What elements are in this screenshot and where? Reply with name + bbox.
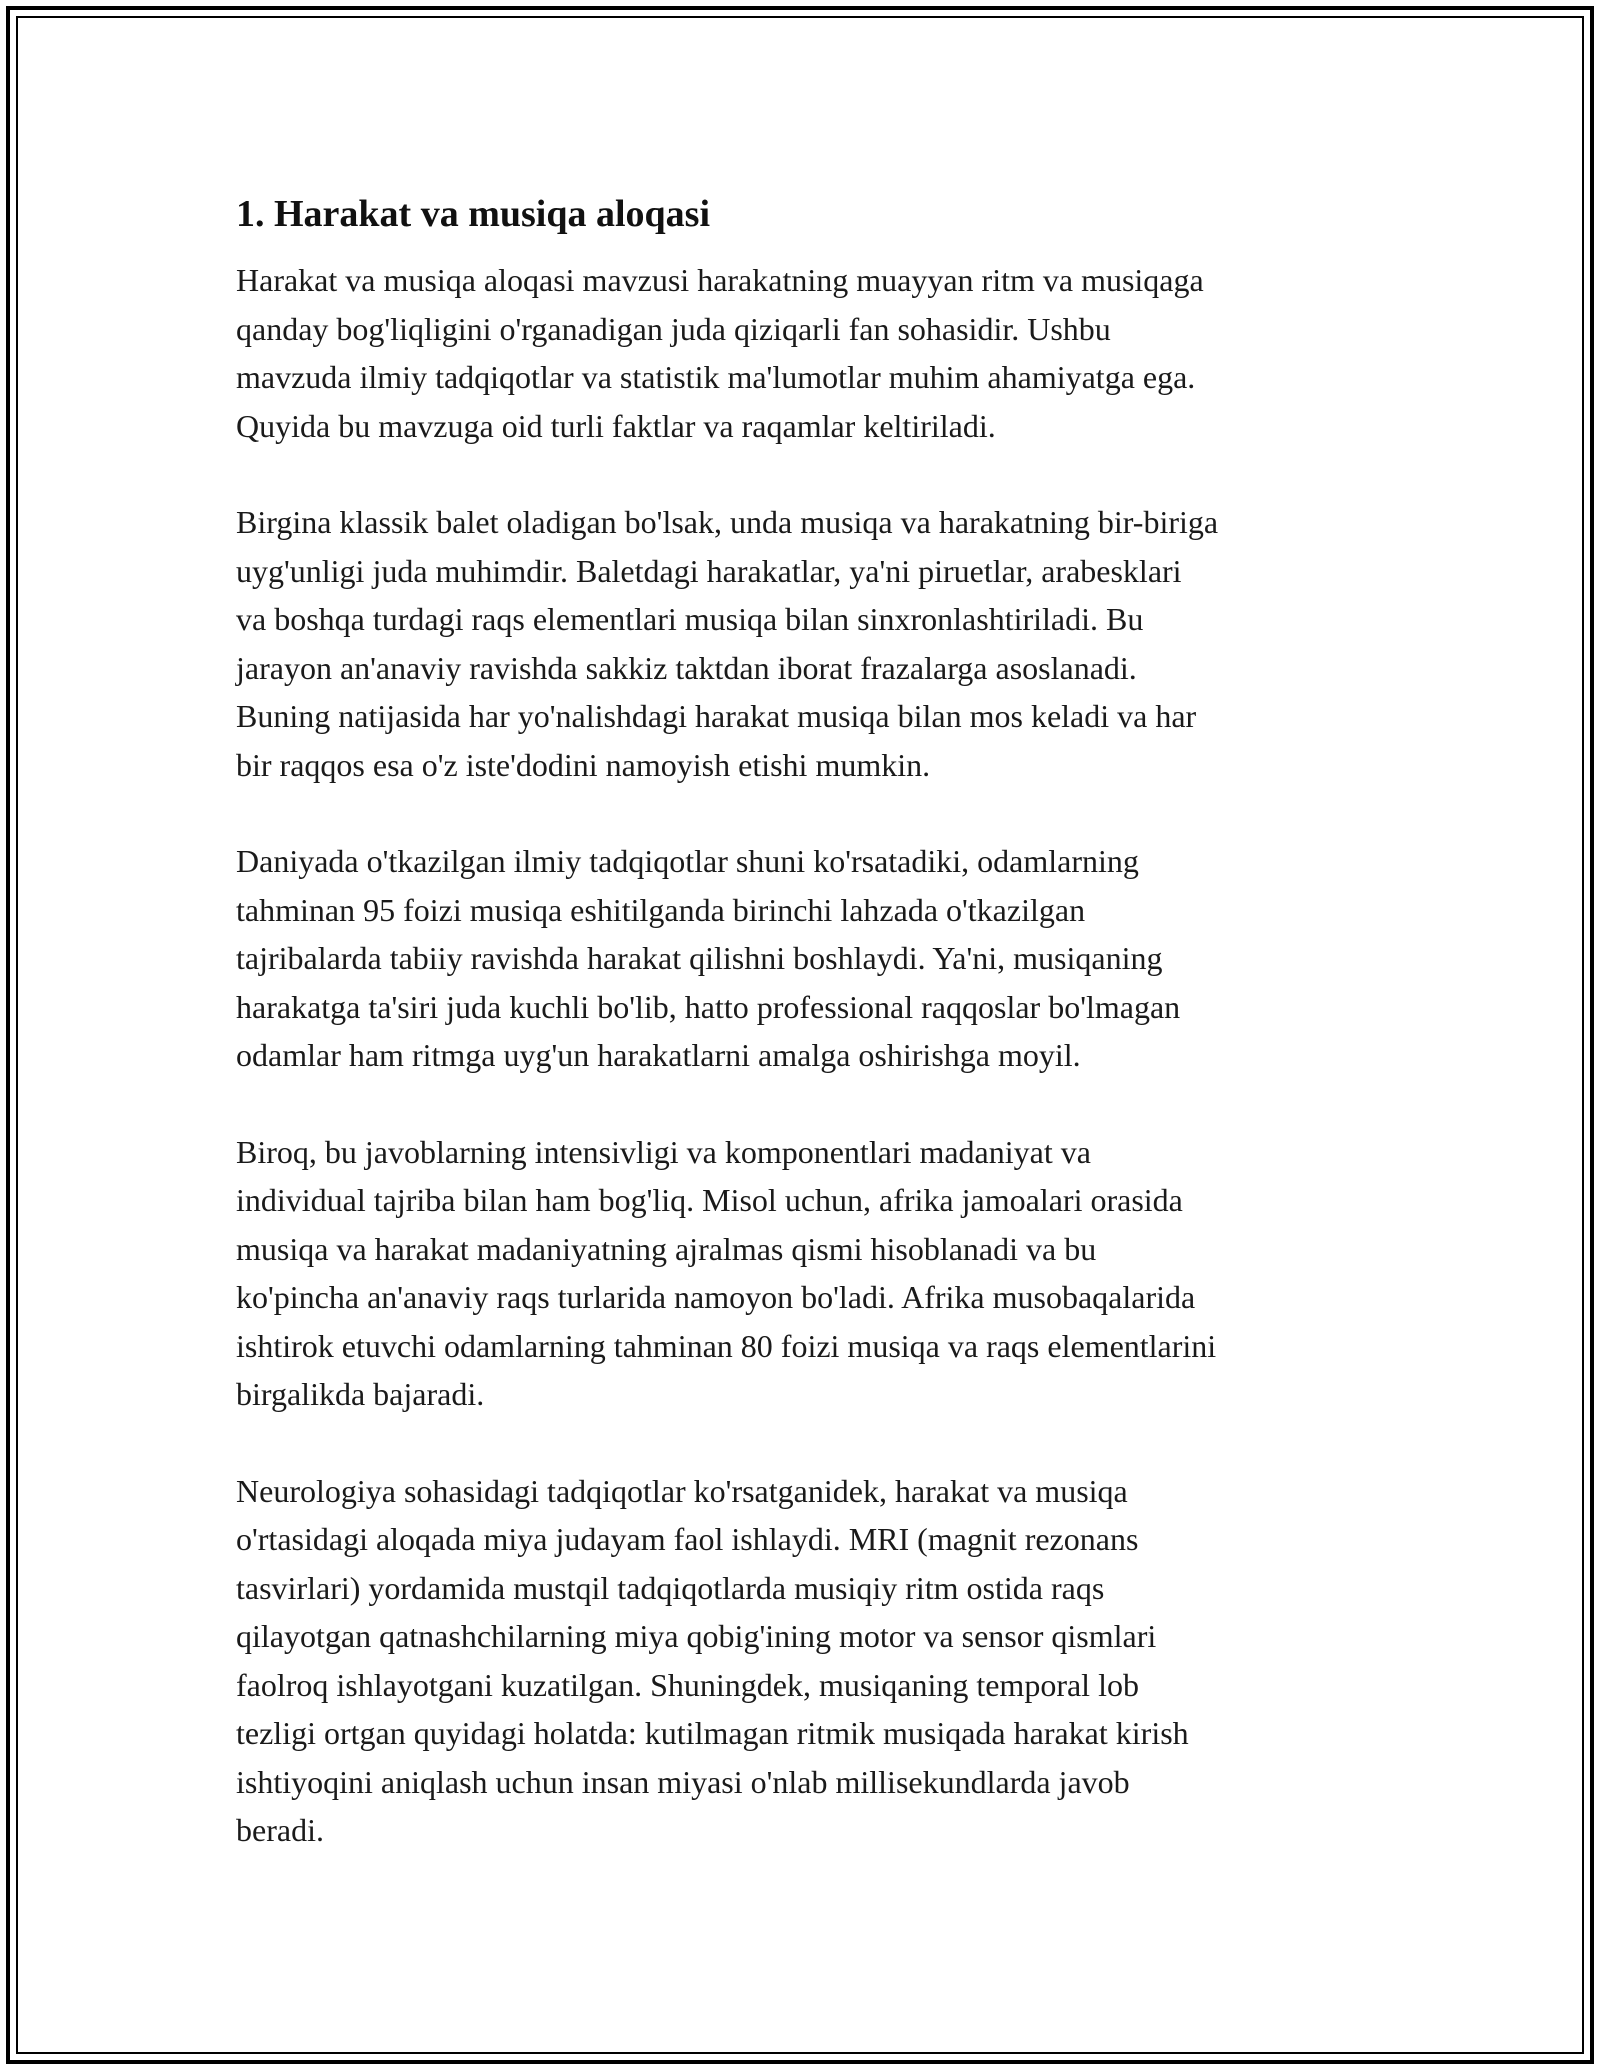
paragraph-intro: Harakat va musiqa aloqasi mavzusi harakatning muayyan ritm va musiqaga qanday bog'liqligini o'rganadigan juda qiziqarli fan sohasidir. Ushbu mavzuda ilmiy tadqiqotlar va statistik ma'lumotlar muhim ahamiyatga ega. Quyida bu mavzuga oid turli faktlar va raqamlar keltiriladi. — [236, 262, 1204, 444]
paragraph-denmark-study: Daniyada o'tkazilgan ilmiy tadqiqotlar shuni ko'rsatadiki, odamlarning tahminan 95 foizi musiqa eshitilganda birinchi lahzada o'tkazilgan tajribalarda tabiiy ravishda harakat qilishni boshlaydi. Ya'ni, musiqaning harakatga ta'siri juda kuchli bo'lib, hatto professional raqqoslar bo'lmagan odamlar ham ritmga uyg'un harakatlarni amalga oshirishga moyil. — [236, 843, 1181, 1073]
document-body — [236, 186, 1366, 1903]
paragraph-culture: Biroq, bu javoblarning intensivligi va komponentlari madaniyat va individual tajriba bilan ham bog'liq. Misol uchun, afrika jamoalari orasida musiqa va harakat madaniyatning ajralmas qismi hisoblanadi va bu ko'pincha an'anaviy raqs turlarida namoyon bo'ladi. Afrika musobaqalarida ishtirok etuvchi odamlarning tahminan 80 foizi musiqa va raqs elementlarini birgalikda bajaradi. — [236, 1133, 1217, 1412]
section-heading: 1. Harakat va musiqa aloqasi — [236, 193, 711, 235]
paragraph-neurology: Neurologiya sohasidagi tadqiqotlar ko'rsatganidek, harakat va musiqa o'rtasidagi aloqada miya judayam faol ishlaydi. MRI (magnit rezonans tasvirlari) yordamida mustqil tadqiqotlarda musiqiy ritm ostida raqs qilayotgan qatnashchilarning miya qobig'ining motor va sensor qismlari faolroq ishlayotgani kuzatilgan. Shuningdek, musiqaning temporal lob tezligi ortgan quyidagi holatda: kutilmagan ritmik musiqada harakat kirish ishtiyoqini aniqlash uchun insan miyasi o'nlab millisekundlarda javob beradi. — [236, 1472, 1189, 1848]
paragraph-ballet: Birgina klassik balet oladigan bo'lsak, unda musiqa va harakatning bir-biriga uyg'unligi juda muhimdir. Baletdagi harakatlar, ya'ni piruetlar, arabesklari va boshqa turdagi raqs elementlari musiqa bilan sinxronlashtiriladi. Bu jarayon an'anaviy ravishda sakkiz taktdan iborat frazalarga asoslanadi. Buning natijasida har yo'nalishdagi harakat musiqa bilan mos keladi va har bir raqqos esa o'z iste'dodini namoyish etishi mumkin. — [236, 504, 1219, 783]
